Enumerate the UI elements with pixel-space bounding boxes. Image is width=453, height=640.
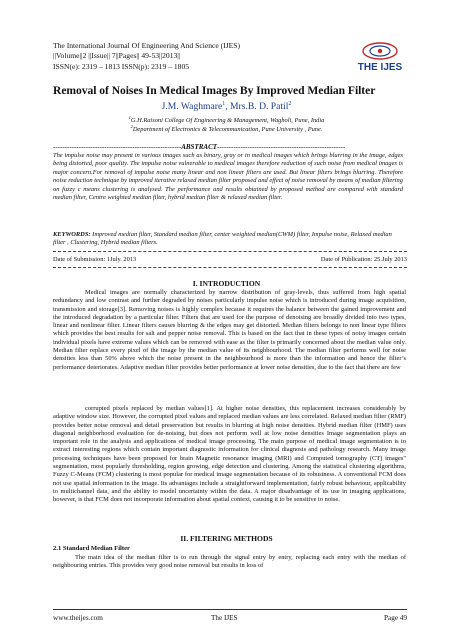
affiliation-1-text: G.H.Raisoni College Of Engineering & Management, Wagholi, Pune, India (130, 117, 325, 125)
footer-journal: The IJES (211, 614, 238, 622)
keywords (53, 231, 405, 248)
journal-logo (355, 40, 405, 74)
abstract-label: ABSTRACT (181, 143, 218, 151)
journal-name: The International Journal Of Engineering And Science (IJES) (53, 41, 241, 50)
affiliation-1-sup: 1 (128, 115, 131, 120)
footer-page-number: Page 49 (384, 614, 407, 622)
divider-bottom (53, 267, 407, 268)
footer-rule (53, 609, 407, 610)
section-2-heading: II. FILTERING METHODS (180, 534, 273, 543)
journal-header (53, 41, 353, 72)
author-separator: , (225, 101, 231, 113)
divider-top (53, 251, 407, 252)
subsection-2-1-heading: 2.1 Standard Median Filter (53, 545, 130, 552)
keywords-label: KEYWORDS: (53, 231, 91, 238)
publication-date: Date of Publication: 25.July 2013 (320, 256, 407, 263)
footer-website: www.theijes.com (53, 614, 103, 622)
author-2-sup: 2 (288, 101, 292, 107)
paper-title: Removal of Noises In Medical Images By Improved Median Filter (53, 84, 376, 97)
author-1: J.M. Waghmare (161, 101, 223, 113)
authors-line (0, 101, 453, 112)
abstract-dashes-right: ------------------------------------------------------- (217, 143, 346, 151)
abstract-heading (53, 143, 407, 151)
journal-issn: ISSN(e): 2319 – 1813 ISSN(p): 2319 – 1805 (53, 61, 190, 71)
author-1-sup: 1 (222, 101, 226, 107)
author-2: Mrs.B. D. Patil (230, 101, 289, 113)
dates-line (53, 256, 407, 263)
abstract-text: The impulse noise may present in various images such as binary, gray or in medical images which brings blurring in the image, edges being distorted, poor quality. The impulse noise vulnerable to medical images therefore reduction of such noise from medical images is major concern.For removal of impulse noise many linear and non linear filters are used. But linear filters brings blurring. Therefore noise reduction technique by improved iterative relaxed median filter proposed and effect of noise removal by means of median filtering on fuzzy c means clustering is analysed. The performance and results obtained by proposed method are compared with standard median filter, Centre weighted median filter, hybrid median filter & relaxed median filter. (53, 152, 403, 202)
abstract-dashes-left: ------------------------------------------------------- (53, 143, 182, 151)
section-2-paragraph-1: The main idea of the median filter is to run through the signal entry by entry, replacing each entry with the median of neighbouring entries. This provides very good noise removal but results in loss of (53, 554, 406, 570)
submission-date: Date of Submission: 1July. 2013 (53, 256, 137, 263)
section-1-paragraph-1: Medical images are normally characterized by narrow distribution of gray-levels, thus suffered from high spatial redundancy and low contrast and further degraded by noises particularly impulse noise which is introduced during image acquisition, transmission and storage[3]. Removing noises is highly complex because it requires the balance between the gained improvement and the introduced degradation by a particular filter. Filters that are used for the purpose of denoising are broadly divided into two types, linear and nonlinear filter. Linear filters causes blurring & the edges may get distorted. Median filters belongs to non linear type filters which provides the best results for salt and pepper noise removal. This is based on the fact that in these types of noisy images certain individual pixels have extreme values which can be removed with ease as the filter is primarily concerned about the median value only. Median filter replace every pixel of the image by the median value of its neighbourhood. The median filter performs well for noise densities less than 50% above which the noise present in the neighbourhood is more than the information and hence the filter’s performance deteriorates. Adaptive median filter provides better performance at lower noise densities, due to the fact that there are few (53, 289, 406, 371)
journal-volume: ||Volume||2 ||Issue|| 7||Pages|| 49-53||2013|| (53, 51, 181, 61)
affiliation-1 (0, 115, 453, 124)
affiliation-2-text: Department of Electronics & Telecommunication, Pune University , Pune. (132, 126, 323, 134)
affiliation-2 (0, 124, 453, 133)
section-1-paragraph-2: corrupted pixels replaced by median values[1]. At higher noise densities, this replacement increases considerably by adaptive window size. However, the corrupted pixel values and replaced median values are less correlated. Relaxed median filter (RMF) provides better noise removal and detail preservation but results in blurring at high noise densities. Hybrid median filter (HMF) uses diagonal neighborhood evaluation for de-noising, but does not perform well at low noise densities Image segmentation plays an important role in the analysis and applications of medical image processing. The main purpose of medical image segmentation is to extract interesting regions which contain important diagnostic information for clinical diagnosis and pathology research. Many image processing techniques have been proposed for brain Magnetic resonance imaging (MRI) and Computed tomography (CT) images" segmentation, most popularly thresholding, region growing, edge detection and clustering. Among the statistical clustering algorithms, Fuzzy C-Means (FCM) clustering is most popular for medical image segmentation because of its robustness. A conventional FCM does not use spatial information in the image. Its advantages include a straightforward implementation, fairly robust behaviour, applicability to multichannel data, and the ability to model uncertainty within the data. A major disadvantage of its use in imaging applications, however, is that FCM does not incorporate information about spatial context, causing it to be sensitive to noise. (53, 405, 406, 504)
keywords-text: Improved median filter, Standard median filter, center weighted median(CWM) filter, Impulse noise, Relaxed median filter , Clustering, Hybrid median filters. (53, 231, 392, 247)
section-1-heading: I. INTRODUCTION (192, 279, 261, 288)
affiliation-2-sup: 2 (130, 124, 133, 129)
logo-text: THE IJES (357, 62, 403, 73)
